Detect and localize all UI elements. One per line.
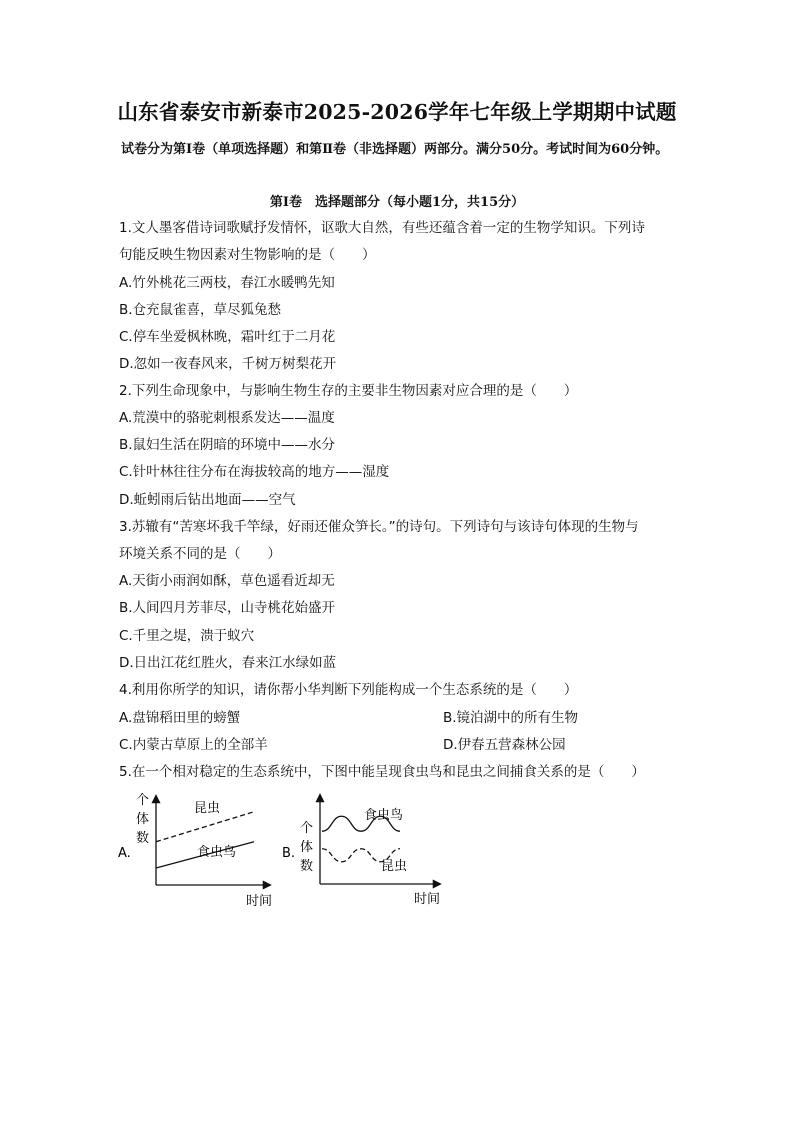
question-2-option-a: A.荒漠中的骆驼刺根系发达——温度 xyxy=(119,410,335,426)
question-3-stem-line-2: 环境关系不同的是（ ） xyxy=(119,546,281,562)
question-2-option-b: B.鼠妇生活在阴暗的环境中——水分 xyxy=(119,437,336,453)
question-2-stem-line-1: 2.下列生命现象中，与影响生物生存的主要非生物因素对应合理的是（ ） xyxy=(119,383,578,399)
question-1-stem-line-1: 1.文人墨客借诗词歌赋抒发情怀，讴歌大自然，有些还蕴含着一定的生物学知识。下列诗 xyxy=(119,220,645,236)
exam-title: 山东省泰安市新泰市2025-2026学年七年级上学期期中试题 xyxy=(117,100,677,124)
chart-a xyxy=(110,788,280,918)
chart-a-xlabel: 时间 xyxy=(246,894,273,909)
chart-b-option-label: B. xyxy=(282,846,296,861)
question-1-option-c: C.停车坐爱枫林晚，霜叶红于二月花 xyxy=(119,329,336,345)
question-4-option-a: A.盘锦稻田里的螃蟹 xyxy=(119,710,241,726)
chart-a-option-label: A. xyxy=(118,846,131,861)
question-1-option-b: B.仓充鼠雀喜，草尽狐兔愁 xyxy=(119,302,282,318)
question-3-option-c: C.千里之堤，溃于蚁穴 xyxy=(119,628,255,644)
question-4-option-b: B.镜泊湖中的所有生物 xyxy=(443,710,579,726)
question-3-option-a: A.天街小雨润如酥，草色遥看近却无 xyxy=(119,573,335,589)
section-heading: 第Ⅰ卷 选择题部分（每小题1分，共15分） xyxy=(269,195,525,210)
question-4-option-c: C.内蒙古草原上的全部羊 xyxy=(119,737,268,753)
question-1-option-d: D.忽如一夜春风来，千树万树梨花开 xyxy=(119,356,337,372)
chart-a-ylabel-2: 体 xyxy=(136,812,150,827)
chart-b xyxy=(280,788,455,918)
chart-b-ylabel-3: 数 xyxy=(300,859,314,874)
chart-a-bird-label: 食虫鸟 xyxy=(197,845,237,860)
question-1-stem-line-2: 句能反映生物因素对生物影响的是（ ） xyxy=(119,247,376,263)
question-3-stem-line-1: 3.苏辙有“苦寒坏我千竿绿，好雨还催众笋长。”的诗句。下列诗句与该诗句体现的生物与 xyxy=(119,519,639,535)
chart-a-insect-line xyxy=(156,812,254,842)
question-3-option-d: D.日出江花红胜火，春来江水绿如蓝 xyxy=(119,655,337,671)
question-2-option-c: C.针叶林往往分布在海拔较高的地方——湿度 xyxy=(119,464,390,480)
chart-a-insect-label: 昆虫 xyxy=(194,801,221,816)
chart-a-ylabel-3: 数 xyxy=(136,831,150,846)
chart-b-xlabel: 时间 xyxy=(414,892,441,907)
chart-b-insect-label: 昆虫 xyxy=(381,859,408,874)
chart-b-ylabel-1: 个 xyxy=(300,821,314,836)
question-3-option-b: B.人间四月芳菲尽，山寺桃花始盛开 xyxy=(119,600,336,616)
chart-b-ylabel-2: 体 xyxy=(300,840,314,855)
question-1-option-a: A.竹外桃花三两枝，春江水暖鸭先知 xyxy=(119,275,335,291)
question-2-option-d: D.蚯蚓雨后钻出地面——空气 xyxy=(119,492,296,508)
chart-b-bird-label: 食虫鸟 xyxy=(364,808,404,823)
question-4-stem-line-1: 4.利用你所学的知识，请你帮小华判断下列能构成一个生态系统的是（ ） xyxy=(119,682,578,698)
question-4-option-d: D.伊春五营森林公园 xyxy=(443,737,566,753)
question-5-stem-line-1: 5.在一个相对稳定的生态系统中，下图中能呈现食虫鸟和昆虫之间捕食关系的是（ ） xyxy=(119,764,645,780)
chart-a-ylabel-1: 个 xyxy=(136,793,150,808)
exam-intro: 试卷分为第Ⅰ卷（单项选择题）和第Ⅱ卷（非选择题）两部分。满分50分。考试时间为60分钟。 xyxy=(121,142,669,157)
